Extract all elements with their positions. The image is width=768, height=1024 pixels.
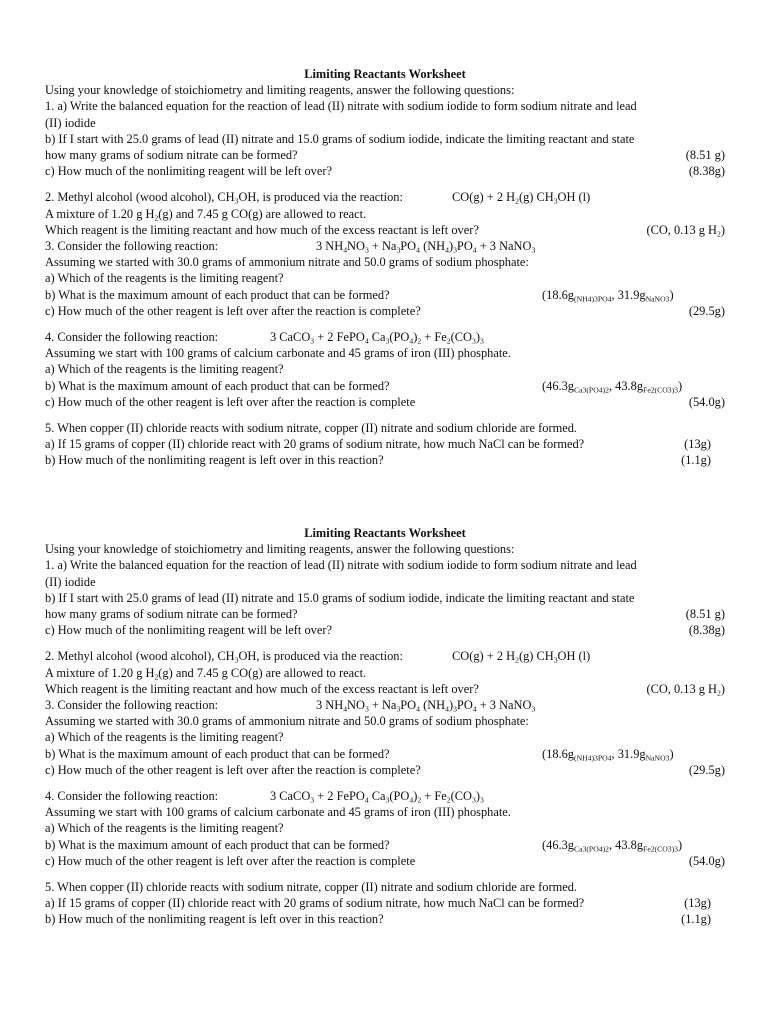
- q3-a: a) Which of the reagents is the limiting reagent?: [45, 271, 284, 286]
- subscript: 4: [409, 336, 414, 346]
- q1-b-answer: (8.51 g): [685, 148, 725, 163]
- formula-part: ): [448, 698, 454, 713]
- subscript: 2: [717, 229, 721, 239]
- q4-b-answer: [542, 378, 682, 394]
- subscript: Ca3(PO4)2: [574, 844, 609, 854]
- reaction-part: OH (l): [557, 649, 591, 664]
- formula-part: + Na: [368, 698, 397, 713]
- subscript: 4: [364, 336, 369, 346]
- subscript: 4: [445, 245, 449, 255]
- reaction-part: CO(g) + 2 H: [452, 649, 516, 664]
- formula-part: (18.6g: [542, 746, 575, 761]
- q1-c-text: c) How much of the nonlimiting reagent will be left over?: [45, 164, 332, 179]
- subscript: 3: [553, 197, 558, 207]
- q1-a-line2: (II) iodide: [45, 115, 96, 130]
- formula-part: NO: [347, 698, 365, 713]
- subscript: 3: [234, 656, 239, 666]
- formula-part: Ca: [368, 789, 386, 804]
- q1-a-line1: 1. a) Write the balanced equation for the reaction of lead (II) nitrate with sodium iodide to form sodium nitrate and lead: [45, 99, 637, 114]
- formula-part: NO: [347, 239, 365, 254]
- q2-mixture: [45, 665, 725, 681]
- subscript: 4: [472, 245, 477, 255]
- q2-intro: [45, 189, 725, 205]
- q3-reaction: [316, 697, 535, 713]
- q4-c-text: c) How much of the other reagent is left over after the reaction is complete: [45, 853, 416, 868]
- answer-part: ): [720, 681, 725, 696]
- formula-part: (NH: [419, 239, 446, 254]
- q4-c-answer: (54.0g): [688, 394, 725, 409]
- q1-b-text: how many grams of sodium nitrate can be formed?: [45, 148, 298, 163]
- worksheet-intro: Using your knowledge of stoichiometry and limiting reagents, answer the following questions:: [45, 83, 515, 98]
- q3-b-answer: [542, 287, 674, 303]
- q4-b: [45, 378, 725, 394]
- q2-question: [45, 681, 725, 697]
- subscript: 3: [396, 704, 401, 714]
- subscript: 2: [446, 795, 451, 805]
- formula-part: ): [448, 239, 454, 254]
- subscript: (NH4)3PO4: [574, 294, 612, 304]
- q3-c-text: c) How much of the other reagent is left over after the reaction is complete?: [45, 303, 421, 318]
- formula-part: 3 NH: [316, 698, 344, 713]
- formula-part: ): [669, 746, 674, 761]
- q4-reaction: [270, 329, 484, 345]
- q3-intro: [45, 697, 725, 713]
- q5-b-answer: (1.1g): [681, 453, 711, 468]
- worksheet-1: [45, 66, 725, 469]
- q2-question-text: Which reagent is the limiting reactant and how much of the excess reactant is left over?: [45, 222, 479, 237]
- subscript: 3: [471, 795, 476, 805]
- formula-part: (46.3g: [542, 378, 575, 393]
- q4-c-text: c) How much of the other reagent is left over after the reaction is complete: [45, 394, 416, 409]
- q3-b-text: b) What is the maximum amount of each product that can be formed?: [45, 287, 390, 302]
- q4-assume: Assuming we start with 100 grams of calcium carbonate and 45 grams of iron (III) phosphate.: [45, 805, 511, 820]
- formula-part: + 3 NaNO: [476, 239, 532, 254]
- q3-reaction: [316, 238, 535, 254]
- q4-intro-text: 4. Consider the following reaction:: [45, 330, 219, 345]
- subscript: 3: [396, 245, 401, 255]
- formula-part: 3 CaCO: [270, 330, 311, 345]
- formula-part: (CO: [450, 789, 472, 804]
- q1-c-answer: (8.38g): [688, 164, 725, 179]
- formula-part: Ca: [368, 330, 386, 345]
- q3-c: [45, 303, 725, 319]
- q3-a: a) Which of the reagents is the limiting reagent?: [45, 730, 284, 745]
- q1-b-line2: [45, 147, 725, 163]
- q2-intro: [45, 648, 725, 664]
- formula-part: PO: [400, 698, 417, 713]
- subscript: NaNO3: [645, 753, 670, 763]
- subscript: 3: [453, 245, 457, 255]
- formula-part: ): [678, 378, 683, 393]
- reaction-part: OH (l): [557, 190, 591, 205]
- q5-intro: 5. When copper (II) chloride reacts with sodium nitrate, copper (II) nitrate and sodium chloride are formed.: [45, 421, 578, 436]
- worksheet-title: Limiting Reactants Worksheet: [304, 67, 466, 81]
- q2-intro-text: 2. Methyl alcohol (wood alcohol), CH: [45, 190, 235, 205]
- formula-part: , 43.8g: [608, 837, 644, 852]
- q3-intro-text: 3. Consider the following reaction:: [45, 239, 219, 254]
- q3-assume: Assuming we started with 30.0 grams of ammonium nitrate and 50.0 grams of sodium phosphate:: [45, 255, 529, 270]
- q4-c: [45, 853, 725, 869]
- q2-mix-rest: (g) and 7.45 g CO(g) are allowed to react.: [158, 206, 367, 221]
- formula-part: + 3 NaNO: [476, 698, 532, 713]
- formula-part: (PO: [389, 330, 410, 345]
- formula-part: ): [678, 837, 683, 852]
- q2-answer: [646, 222, 725, 238]
- subscript: 3: [479, 336, 484, 346]
- subscript: 2: [717, 688, 721, 698]
- q1-c: [45, 622, 725, 638]
- subscript: NaNO3: [645, 294, 670, 304]
- formula-part: + Na: [368, 239, 397, 254]
- subscript: (NH4)3PO4: [574, 753, 612, 763]
- formula-part: + Fe: [421, 789, 447, 804]
- formula-part: , 43.8g: [608, 378, 644, 393]
- q3-c-text: c) How much of the other reagent is left over after the reaction is complete?: [45, 762, 421, 777]
- subscript: 3: [531, 704, 536, 714]
- formula-part: + 2 FePO: [314, 330, 365, 345]
- q2-reaction: [452, 189, 590, 205]
- q3-assume: Assuming we started with 30.0 grams of ammonium nitrate and 50.0 grams of sodium phosphate:: [45, 714, 529, 729]
- q5-a-answer: (13g): [684, 437, 711, 452]
- q1-b-line2: [45, 606, 725, 622]
- worksheet-title: Limiting Reactants Worksheet: [304, 526, 466, 540]
- q1-b-line1: b) If I start with 25.0 grams of lead (II) nitrate and 15.0 grams of sodium iodide, indicate the limiting reactant and state: [45, 131, 635, 146]
- subscript: 3: [234, 197, 239, 207]
- formula-part: (CO: [450, 330, 472, 345]
- q4-c: [45, 394, 725, 410]
- subscript: 4: [409, 795, 414, 805]
- q1-a-line2: (II) iodide: [45, 574, 96, 589]
- answer-part: (CO, 0.13 g H: [646, 222, 718, 237]
- subscript: 2: [417, 795, 422, 805]
- subscript: 3: [385, 336, 390, 346]
- formula-part: (PO: [389, 789, 410, 804]
- subscript: Fe2(CO3)3: [643, 385, 678, 395]
- subscript: 2: [154, 672, 159, 682]
- q3-b: [45, 287, 725, 303]
- subscript: 2: [154, 213, 159, 223]
- q3-c-answer: (29.5g): [688, 762, 725, 777]
- subscript: 4: [445, 704, 449, 714]
- formula-part: PO: [456, 239, 473, 254]
- subscript: 2: [515, 197, 519, 207]
- formula-part: 3 CaCO: [270, 789, 311, 804]
- subscript: Fe2(CO3)3: [643, 844, 678, 854]
- q2-mix-text: A mixture of 1.20 g H: [45, 665, 155, 680]
- subscript: 3: [553, 656, 558, 666]
- subscript: 3: [479, 795, 484, 805]
- q4-b: [45, 837, 725, 853]
- formula-part: 3 NH: [316, 239, 344, 254]
- q2-intro-text: 2. Methyl alcohol (wood alcohol), CH: [45, 649, 235, 664]
- subscript: 2: [417, 336, 422, 346]
- q4-a: a) Which of the reagents is the limiting reagent?: [45, 362, 284, 377]
- subscript: Ca3(PO4)2: [574, 385, 609, 395]
- formula-part: ): [669, 287, 674, 302]
- q1-c: [45, 163, 725, 179]
- q2-answer: [646, 681, 725, 697]
- q5-b-text: b) How much of the nonlimiting reagent is left over in this reaction?: [45, 912, 384, 927]
- q1-c-answer: (8.38g): [688, 623, 725, 638]
- formula-part: PO: [400, 239, 417, 254]
- q5-b: [45, 452, 725, 468]
- formula-part: , 31.9g: [611, 746, 646, 761]
- q4-c-answer: (54.0g): [688, 853, 725, 868]
- q2-intro-rest: OH, is produced via the reaction:: [238, 649, 403, 664]
- subscript: 3: [531, 245, 536, 255]
- q4-reaction: [270, 788, 484, 804]
- formula-part: , 31.9g: [611, 287, 646, 302]
- formula-part: ): [475, 789, 480, 804]
- formula-part: + Fe: [421, 330, 447, 345]
- q4-intro: [45, 329, 725, 345]
- subscript: 4: [364, 795, 369, 805]
- q2-intro-rest: OH, is produced via the reaction:: [238, 190, 403, 205]
- q2-reaction: [452, 648, 590, 664]
- subscript: 3: [310, 336, 315, 346]
- q3-b: [45, 746, 725, 762]
- formula-part: ): [413, 789, 418, 804]
- reaction-part: (g) CH: [518, 649, 554, 664]
- subscript: 2: [446, 336, 451, 346]
- q2-mixture: [45, 206, 725, 222]
- q3-c: [45, 762, 725, 778]
- q5-a-text: a) If 15 grams of copper (II) chloride react with 20 grams of sodium nitrate, how much NaCl can be formed?: [45, 896, 585, 911]
- q4-b-text: b) What is the maximum amount of each product that can be formed?: [45, 378, 390, 393]
- q3-intro-text: 3. Consider the following reaction:: [45, 698, 219, 713]
- q4-b-answer: [542, 837, 682, 853]
- subscript: 4: [416, 245, 420, 255]
- answer-part: (CO, 0.13 g H: [646, 681, 718, 696]
- subscript: 3: [310, 795, 315, 805]
- formula-part: (18.6g: [542, 287, 575, 302]
- q3-c-answer: (29.5g): [688, 303, 725, 318]
- q3-intro: [45, 238, 725, 254]
- formula-part: + 2 FePO: [314, 789, 365, 804]
- subscript: 4: [472, 704, 477, 714]
- q4-b-text: b) What is the maximum amount of each product that can be formed?: [45, 837, 390, 852]
- q2-question-text: Which reagent is the limiting reactant and how much of the excess reactant is left over?: [45, 681, 479, 696]
- subscript: 3: [364, 704, 369, 714]
- answer-part: ): [720, 222, 725, 237]
- q4-a: a) Which of the reagents is the limiting reagent?: [45, 821, 284, 836]
- q1-c-text: c) How much of the nonlimiting reagent will be left over?: [45, 623, 332, 638]
- subscript: 3: [385, 795, 390, 805]
- q5-a: [45, 895, 725, 911]
- formula-part: ): [475, 330, 480, 345]
- q5-b-text: b) How much of the nonlimiting reagent is left over in this reaction?: [45, 453, 384, 468]
- worksheet-2: [45, 525, 725, 928]
- reaction-part: (g) CH: [518, 190, 554, 205]
- q2-mix-rest: (g) and 7.45 g CO(g) are allowed to react.: [158, 665, 367, 680]
- subscript: 4: [343, 704, 348, 714]
- q1-b-text: how many grams of sodium nitrate can be formed?: [45, 607, 298, 622]
- q5-a-text: a) If 15 grams of copper (II) chloride react with 20 grams of sodium nitrate, how much NaCl can be formed?: [45, 437, 585, 452]
- q5-a-answer: (13g): [684, 896, 711, 911]
- q5-intro: 5. When copper (II) chloride reacts with sodium nitrate, copper (II) nitrate and sodium chloride are formed.: [45, 880, 578, 895]
- q1-b-answer: (8.51 g): [685, 607, 725, 622]
- subscript: 2: [515, 656, 519, 666]
- formula-part: ): [413, 330, 418, 345]
- subscript: 4: [416, 704, 420, 714]
- q2-question: [45, 222, 725, 238]
- subscript: 4: [343, 245, 348, 255]
- q3-b-answer: [542, 746, 674, 762]
- q4-assume: Assuming we start with 100 grams of calcium carbonate and 45 grams of iron (III) phosphate.: [45, 346, 511, 361]
- q1-a-line1: 1. a) Write the balanced equation for the reaction of lead (II) nitrate with sodium iodide to form sodium nitrate and lead: [45, 558, 637, 573]
- formula-part: PO: [456, 698, 473, 713]
- q3-b-text: b) What is the maximum amount of each product that can be formed?: [45, 746, 390, 761]
- q5-b-answer: (1.1g): [681, 912, 711, 927]
- q4-intro: [45, 788, 725, 804]
- q1-b-line1: b) If I start with 25.0 grams of lead (II) nitrate and 15.0 grams of sodium iodide, indicate the limiting reactant and state: [45, 590, 635, 605]
- q5-b: [45, 911, 725, 927]
- q5-a: [45, 436, 725, 452]
- formula-part: (46.3g: [542, 837, 575, 852]
- worksheet-intro: Using your knowledge of stoichiometry and limiting reagents, answer the following questions:: [45, 542, 515, 557]
- q2-mix-text: A mixture of 1.20 g H: [45, 206, 155, 221]
- reaction-part: CO(g) + 2 H: [452, 190, 516, 205]
- subscript: 3: [364, 245, 369, 255]
- subscript: 3: [471, 336, 476, 346]
- q4-intro-text: 4. Consider the following reaction:: [45, 789, 219, 804]
- subscript: 3: [453, 704, 457, 714]
- formula-part: (NH: [419, 698, 446, 713]
